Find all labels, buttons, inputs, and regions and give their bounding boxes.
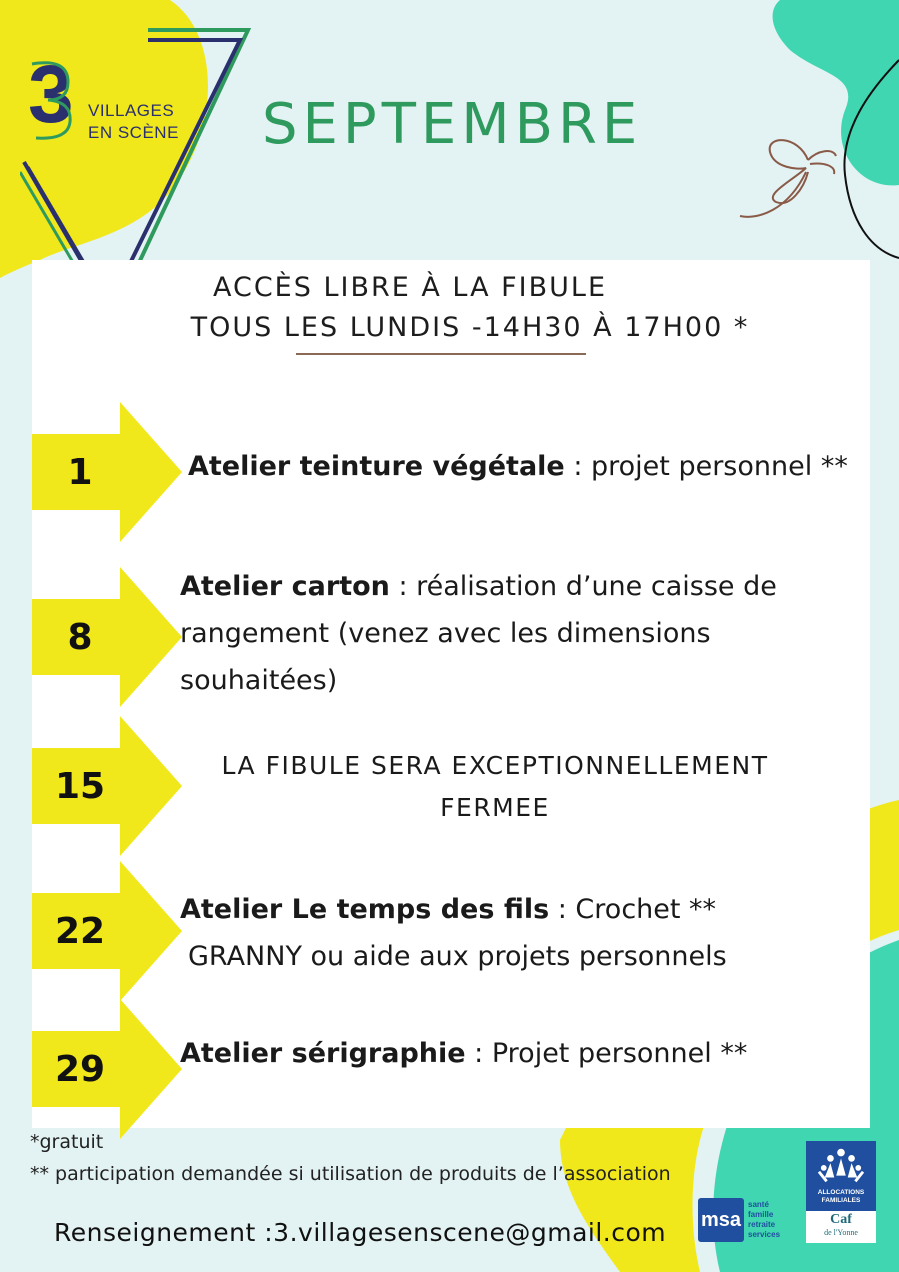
msa-logo-mark: msa xyxy=(698,1198,744,1242)
access-line1: ACCÈS LIBRE À LA FIBULE xyxy=(212,272,608,303)
caf-label xyxy=(808,1189,874,1205)
event-detail: : Crochet ** xyxy=(549,894,717,925)
msa-line: santé xyxy=(748,1200,769,1209)
logo-number: 3 xyxy=(28,49,74,140)
caf-subtitle: de l'Yonne xyxy=(824,1228,858,1237)
msa-logo xyxy=(698,1198,794,1242)
caf-label-line1: ALLOCATIONS xyxy=(817,1189,865,1196)
event-day: 22 xyxy=(54,910,106,952)
event-detail-line2: rangement (venez avec les dimensions xyxy=(180,618,711,649)
date-arrow-8 xyxy=(32,567,182,707)
footnote-participation: ** participation demandée si utilisation de produits de l’association xyxy=(30,1163,671,1185)
closed-line1: LA FIBULE SERA EXCEPTIONNELLEMENT xyxy=(221,751,769,780)
logo-line1: VILLAGES xyxy=(88,101,175,120)
event-description-8 xyxy=(180,563,777,704)
event-day: 1 xyxy=(67,451,93,493)
footnote-free: *gratuit xyxy=(30,1131,104,1153)
event-title: Atelier carton xyxy=(180,571,390,602)
caf-label-line2: FAMILIALES xyxy=(821,1197,861,1204)
date-arrow-1 xyxy=(32,402,182,542)
event-title: Atelier sérigraphie xyxy=(180,1038,466,1069)
msa-tagline xyxy=(748,1200,798,1240)
event-day: 29 xyxy=(54,1048,106,1090)
butterfly-icon xyxy=(738,130,848,230)
event-detail: : projet personnel ** xyxy=(564,451,848,482)
caf-name: Caf xyxy=(830,1212,852,1227)
event-detail-line2: GRANNY ou aide aux projets personnels xyxy=(188,941,727,972)
event-detail: : Projet personnel ** xyxy=(465,1038,748,1069)
date-arrow-29 xyxy=(32,999,182,1139)
caf-emblem-box xyxy=(806,1141,876,1211)
family-emblem-icon xyxy=(806,1143,876,1189)
contact-email: Renseignement :3.villagesenscene@gmail.com xyxy=(54,1218,667,1247)
event-title: Atelier Le temps des fils xyxy=(180,894,550,925)
msa-line: retraite xyxy=(748,1220,776,1229)
event-detail: : réalisation d’une caisse de xyxy=(389,571,777,602)
event-day: 15 xyxy=(54,765,106,807)
event-detail-line3: souhaitées) xyxy=(180,665,338,696)
msa-line: services xyxy=(748,1230,781,1239)
msa-line: famille xyxy=(748,1210,774,1219)
page-title: SEPTEMBRE xyxy=(262,92,643,157)
date-arrow-22 xyxy=(32,861,182,1001)
divider xyxy=(296,353,586,355)
access-line2: TOUS LES LUNDIS -14H30 À 17H00 * xyxy=(190,312,750,343)
event-title: Atelier teinture végétale xyxy=(188,451,565,482)
caf-logo xyxy=(806,1141,876,1243)
event-day: 8 xyxy=(67,616,93,658)
event-description-1 xyxy=(188,443,848,490)
closed-line2: FERMEE xyxy=(440,793,550,822)
date-arrow-15 xyxy=(32,716,182,856)
logo-text xyxy=(88,100,179,144)
logo-line2: EN SCÈNE xyxy=(88,123,179,142)
event-description-22 xyxy=(180,886,727,980)
access-info xyxy=(120,268,820,348)
event-description-15 xyxy=(180,745,810,829)
event-description-29 xyxy=(180,1030,747,1077)
